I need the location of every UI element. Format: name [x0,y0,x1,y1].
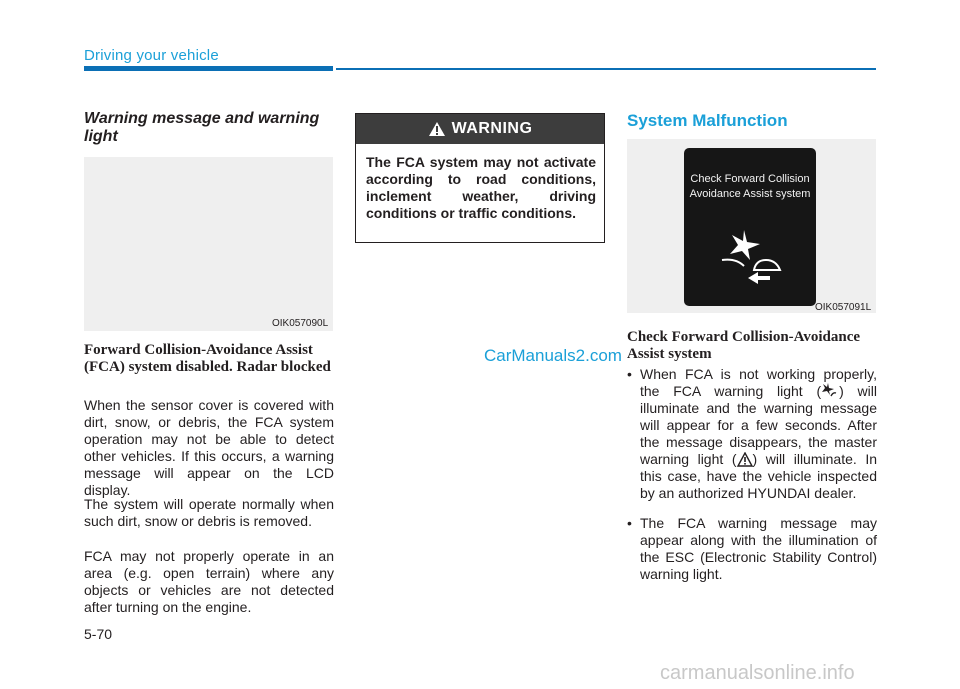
image-code-left: OIK057090L [272,318,329,329]
bullet1-part-a: When FCA is not working properly, the FCA warning light ( [640,366,877,399]
master-warning-light-icon [737,452,753,467]
paragraph-operate-normally: The system will operate normally when such dirt, snow or debris is removed. [84,496,334,529]
footer-watermark: carmanualsonline.info [660,662,855,684]
warning-triangle-icon [428,121,446,137]
paragraph-open-terrain: FCA may not properly operate in an area (e.g. open terrain) where any objects or vehicles are not detected after turning on the engine. [84,548,334,615]
header-bar [84,66,333,71]
warning-box [355,113,605,243]
warning-message-heading: Warning message and warning light [84,110,320,145]
image-code-right: OIK057091L [815,302,872,313]
bullet1-part-b: ) will illuminate and the warning message will appear for a few seconds. After the message disappears, the master warning light ( [640,383,877,467]
section-title: Driving your vehicle [84,47,219,64]
bullet-text [640,366,877,502]
warning-text: The FCA system may not activate according to road conditions, inclement weather, driving conditions or traffic conditions. [366,154,596,221]
bullet-dot: • [627,366,632,382]
bullet1-part-c: ) will illuminate. In this case, have the vehicle inspected by an authorized HYUNDAI dealer. [640,451,877,501]
warning-label: WARNING [451,120,533,137]
check-fca-subheading: Check Forward Collision-Avoidance Assist system [627,329,861,362]
fca-disabled-subheading: Forward Collision-Avoidance Assist (FCA) system disabled. Radar blocked [84,342,331,375]
lcd-message: Check Forward Collision Avoidance Assist system [689,173,811,200]
bullet-text: The FCA warning message may appear along with the illumination of the ESC (Electronic Stability Control) warning light. [640,515,877,582]
watermark-text: CarManuals2.com [484,346,622,365]
paragraph-sensor-covered: When the sensor cover is covered with dirt, snow, or debris, the FCA system operation may not be able to detect other vehicles. If this occurs, a warning message will appear on the LCD display. [84,397,334,498]
lcd-illustration-left [84,157,333,331]
warning-header [356,114,604,144]
bullet-esc-warning [627,515,877,585]
fca-warning-light-icon [821,383,839,399]
bullet-dot: • [627,515,632,531]
fca-warning-icon [718,230,784,286]
bullet-fca-not-working [627,366,877,511]
page-number: 5-70 [84,626,113,642]
header-rule [336,68,876,70]
cluster-lcd-screen [684,148,816,306]
system-malfunction-heading: System Malfunction [627,111,788,130]
